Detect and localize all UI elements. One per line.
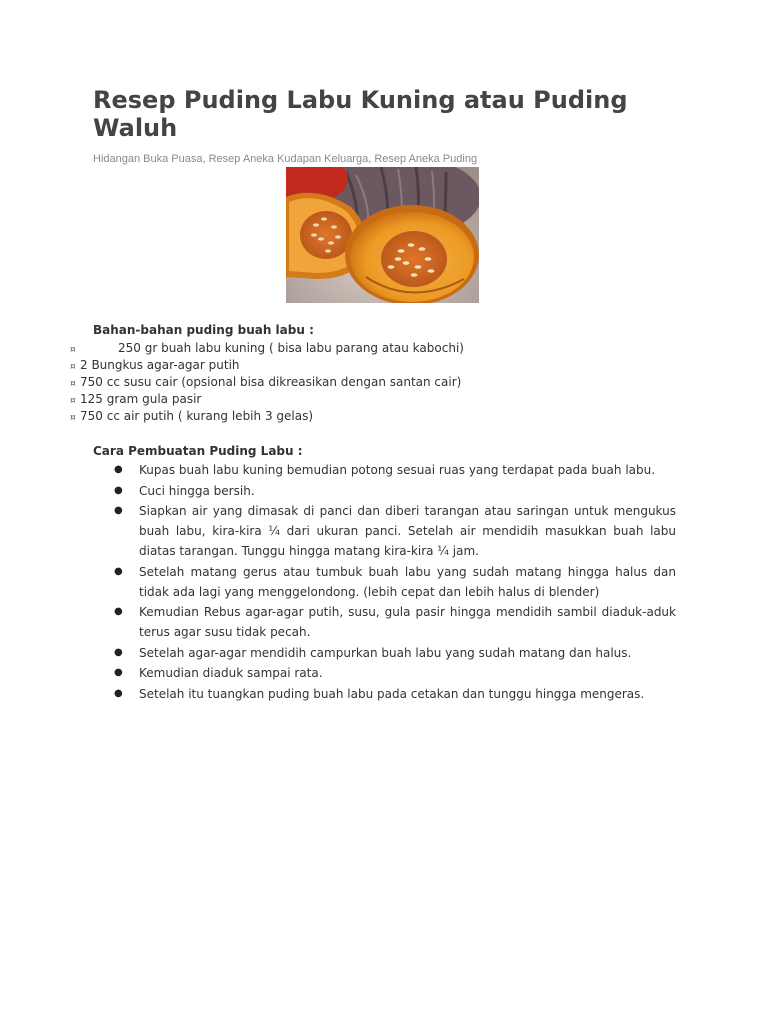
- list-item: ● Kemudian Rebus agar-agar putih, susu, gula pasir hingga mendidih sambil diaduk-aduk terus agar susu tidak pecah.: [112, 602, 676, 642]
- method-heading: Cara Pembuatan Puding Labu :: [93, 444, 303, 458]
- dot-bullet-icon: ●: [114, 464, 123, 475]
- page-title: Resep Puding Labu Kuning atau Puding Waluh: [93, 86, 628, 142]
- dot-bullet-icon: ●: [114, 667, 123, 678]
- category-links[interactable]: Hidangan Buka Puasa, Resep Aneka Kudapan Keluarga, Resep Aneka Puding: [93, 153, 478, 165]
- list-item: ● Setelah itu tuangkan puding buah labu pada cetakan dan tunggu hingga mengeras.: [112, 684, 676, 704]
- list-item: ● Kemudian diaduk sampai rata.: [112, 663, 676, 683]
- list-item: ¤ 2 Bungkus agar-agar putih: [70, 357, 464, 374]
- list-item: ¤ 125 gram gula pasir: [70, 391, 464, 408]
- dot-bullet-icon: ●: [114, 687, 123, 699]
- list-item: ● Setelah matang gerus atau tumbuk buah labu yang sudah matang hingga halus dan tidak ada lagi yang menggelondong. (lebih cepat dan lebih halus di blender): [112, 562, 676, 602]
- list-item: ● Setelah agar-agar mendidih campurkan buah labu yang sudah matang dan halus.: [112, 643, 676, 663]
- square-bullet-icon: ¤: [70, 396, 76, 406]
- ingredients-list: [70, 340, 464, 425]
- list-item: ¤ 750 cc susu cair (opsional bisa dikreasikan dengan santan cair): [70, 374, 464, 391]
- square-bullet-icon: ¤: [70, 345, 76, 355]
- dot-bullet-icon: ●: [114, 484, 123, 496]
- list-item: ● Siapkan air yang dimasak di panci dan diberi tarangan atau saringan untuk mengukus buah labu, kira-kira ¼ dari ukuran panci. Setelah air mendidih masukkan buah labu diatas tarangan. Tunggu hingga matang kira-kira ¼ jam.: [112, 501, 676, 561]
- pumpkin-illustration: [286, 167, 479, 303]
- list-item: ¤ 250 gr buah labu kuning ( bisa labu parang atau kabochi): [70, 340, 464, 357]
- pumpkin-photo: [286, 167, 479, 303]
- method-steps-list: [112, 460, 676, 704]
- list-item: ● Cuci hingga bersih.: [112, 481, 676, 501]
- dot-bullet-icon: ●: [114, 565, 123, 577]
- dot-bullet-icon: ●: [114, 505, 123, 516]
- square-bullet-icon: ¤: [70, 379, 76, 389]
- dot-bullet-icon: ●: [114, 646, 123, 658]
- list-item: ¤ 750 cc air putih ( kurang lebih 3 gelas): [70, 408, 464, 425]
- dot-bullet-icon: ●: [114, 606, 123, 617]
- square-bullet-icon: ¤: [70, 413, 76, 423]
- ingredients-heading: Bahan-bahan puding buah labu :: [93, 323, 314, 337]
- list-item: ● Kupas buah labu kuning bemudian potong sesuai ruas yang terdapat pada buah labu.: [112, 460, 676, 480]
- square-bullet-icon: ¤: [70, 362, 76, 372]
